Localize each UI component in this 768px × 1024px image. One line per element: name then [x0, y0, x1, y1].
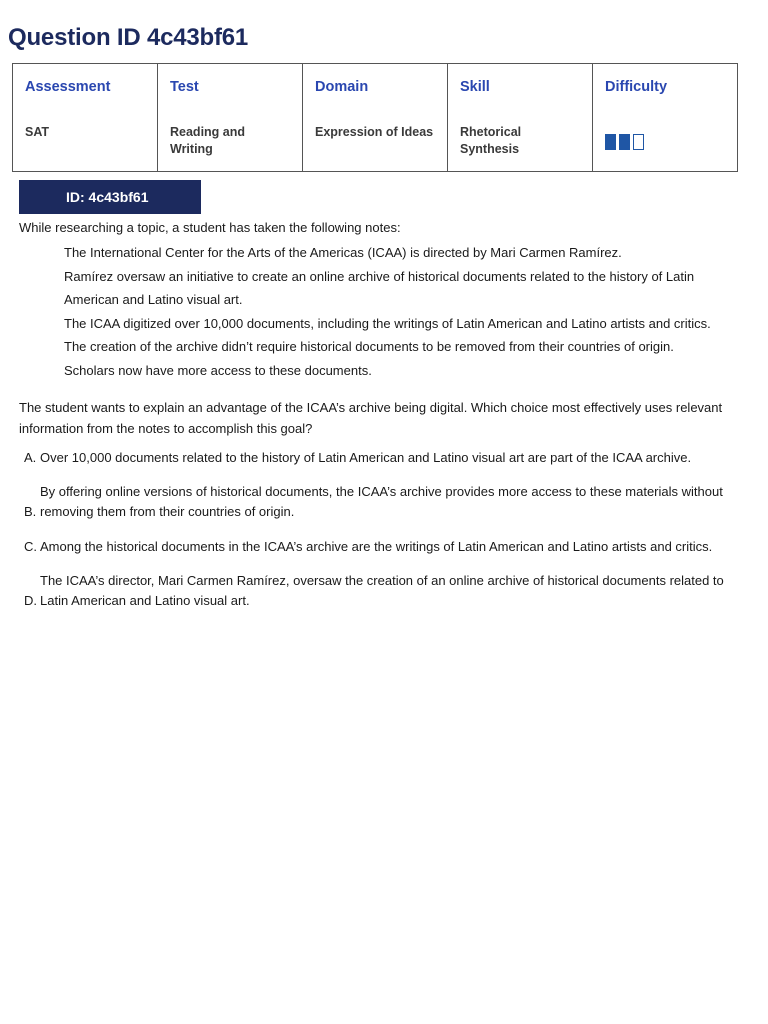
header-skill: Skill: [448, 64, 593, 114]
choice-text: Among the historical documents in the ICAA’s archive are the writings of Latin American and Latino artists and critics.: [40, 539, 713, 554]
intro-text: While researching a topic, a student has taken the following notes:: [19, 220, 401, 235]
value-domain: Expression of Ideas: [303, 114, 448, 172]
value-difficulty: [593, 114, 738, 172]
choice-text: The ICAA’s director, Mari Carmen Ramírez, oversaw the creation of an online archive of historical documents related to Latin American and Latino visual art.: [40, 573, 724, 608]
choice-b[interactable]: [24, 482, 754, 522]
header-domain: Domain: [303, 64, 448, 114]
header-difficulty: Difficulty: [593, 64, 738, 114]
choice-letter: D.: [24, 593, 37, 608]
meta-value-row: [13, 114, 738, 172]
difficulty-bar-filled: [605, 134, 616, 150]
choice-letter: C.: [24, 539, 37, 554]
choice-c[interactable]: [24, 537, 754, 557]
notes-list: [64, 241, 744, 382]
header-test: Test: [158, 64, 303, 114]
choice-d[interactable]: [24, 571, 754, 611]
note-item: Scholars now have more access to these documents.: [64, 362, 372, 378]
note-item: The creation of the archive didn’t require historical documents to be removed from their countries of origin.: [64, 339, 674, 354]
choice-text: By offering online versions of historical documents, the ICAA’s archive provides more access to these materials without removing them from their countries of origin.: [40, 484, 723, 519]
difficulty-bar-filled: [619, 134, 630, 150]
question-meta-table: [12, 63, 738, 172]
value-test: Reading and Writing: [158, 114, 303, 172]
difficulty-bar-empty: [633, 134, 644, 150]
note-item: The International Center for the Arts of the Americas (ICAA) is directed by Mari Carmen Ramírez.: [64, 245, 622, 260]
choice-letter: B.: [24, 504, 37, 519]
page-title: Question ID 4c43bf61: [8, 24, 249, 51]
difficulty-indicator: [605, 134, 725, 150]
question-prompt: The student wants to explain an advantage of the ICAA’s archive being digital. Which choice most effectively uses relevant information from the notes to accomplish this goal?: [19, 400, 723, 436]
choice-text: Over 10,000 documents related to the history of Latin American and Latino visual art are part of the ICAA archive.: [40, 450, 692, 465]
note-item: The ICAA digitized over 10,000 documents, including the writings of Latin American and Latino artists and critics.: [64, 315, 711, 331]
value-skill: Rhetorical Synthesis: [448, 114, 593, 172]
question-id-badge: ID: 4c43bf61: [19, 180, 201, 214]
note-item: Ramírez oversaw an initiative to create an online archive of historical documents related to the history of Latin American and Latino visual art.: [64, 268, 695, 307]
choice-letter: A.: [24, 450, 37, 465]
choice-a[interactable]: [24, 448, 754, 468]
meta-header-row: [13, 64, 738, 114]
value-assessment: SAT: [13, 114, 158, 172]
header-assessment: Assessment: [13, 64, 158, 114]
